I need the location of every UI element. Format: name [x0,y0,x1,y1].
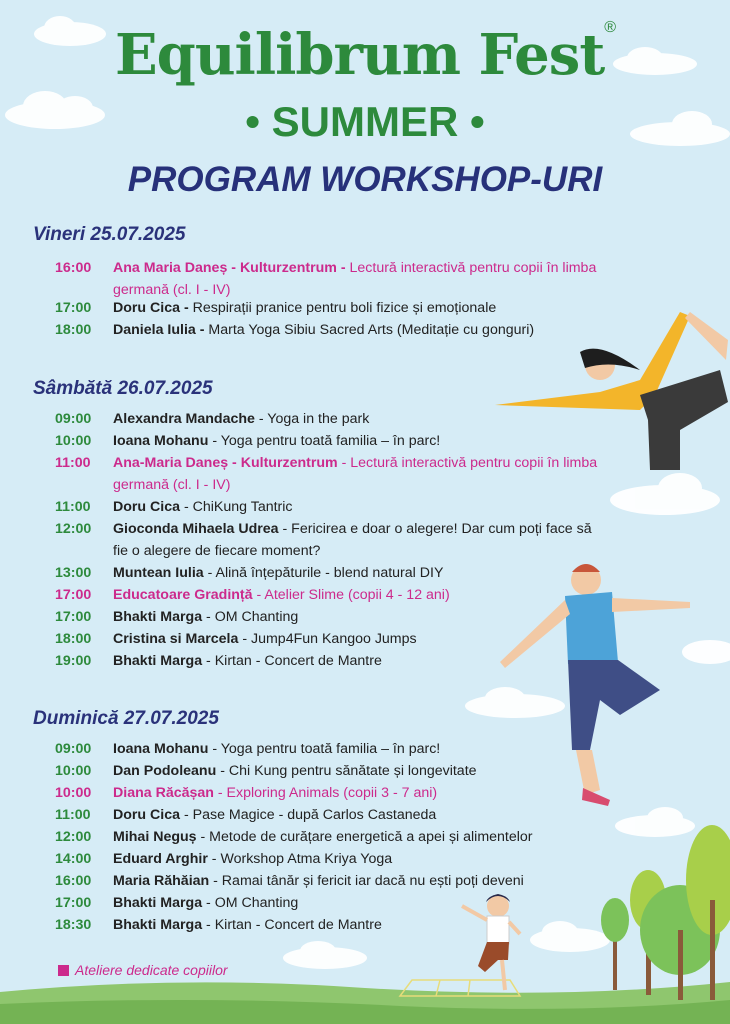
row-time: 17:00 [55,300,92,316]
row-presenter: Ioana Mohanu [113,433,209,449]
row-body [113,826,603,848]
row-description: - Ramai tânăr și fericit iar dacă nu ești poți deveni [209,873,524,889]
row-body [113,848,603,870]
grass [0,980,730,1024]
row-description: - OM Chanting [202,895,299,911]
row-presenter: Doru Cica [113,499,181,515]
row-description: - Kirtan - Concert de Mantre [202,653,382,669]
row-body [113,606,603,628]
row-body [113,452,603,496]
row-description: - Kirtan - Concert de Mantre [202,917,382,933]
row-time: 11:00 [55,499,91,515]
day-heading: Vineri 25.07.2025 [33,224,186,245]
row-presenter: Gioconda Mihaela Udrea [113,521,279,537]
row-body [113,584,603,606]
row-presenter: Doru Cica - [113,300,189,316]
row-body [113,782,603,804]
row-presenter: Bhakti Marga [113,653,203,669]
row-presenter: Ioana Mohanu [113,741,209,757]
row-presenter: Bhakti Marga [113,895,203,911]
row-time: 10:00 [55,433,92,449]
registered-mark: ® [604,19,615,37]
row-body [113,870,603,892]
row-time: 18:00 [55,631,92,647]
row-description: - Exploring Animals (copii 3 - 7 ani) [213,785,438,801]
legend-label: Ateliere dedicate copiilor [75,962,228,978]
row-body [113,430,603,452]
row-body [113,760,603,782]
row-description: - ChiKung Tantric [180,499,293,515]
row-presenter: Doru Cica [113,807,181,823]
tree-icon [601,825,730,1000]
row-presenter: Bhakti Marga [113,917,203,933]
row-description: - Yoga pentru toată familia – în parc! [208,433,441,449]
row-body [113,257,603,301]
festival-subtitle: • SUMMER • [245,98,485,145]
row-description: - Fericirea e doar o alegere! Dar cum poți face să fie o alegere de fiecare moment? [113,521,592,559]
row-time: 17:00 [55,587,92,603]
row-time: 12:00 [55,521,92,537]
row-time: 11:00 [55,807,91,823]
row-body [113,892,603,914]
row-presenter: Eduard Arghir [113,851,208,867]
row-body [113,804,603,826]
row-time: 10:00 [55,785,92,801]
row-description: - Pase Magice - după Carlos Castaneda [180,807,437,823]
row-presenter: Educatoare Gradință [113,587,253,603]
row-body [113,319,603,341]
row-time: 09:00 [55,741,92,757]
row-description: - Lectură interactivă pentru copii în limba germană (cl. I - IV) [113,455,598,493]
row-description: - Yoga in the park [254,411,370,427]
row-presenter: Cristina si Marcela [113,631,239,647]
row-description: Marta Yoga Sibiu Sacred Arts (Meditație cu gonguri) [204,322,535,338]
row-time: 16:00 [55,873,92,889]
kids-square-icon [58,965,69,976]
row-time: 18:00 [55,322,92,338]
festival-title: Equilibrum Fest® [114,19,615,88]
row-description: - Alină înțepăturile - blend natural DIY [203,565,444,581]
row-presenter: Ana-Maria Daneș - Kulturzentrum [113,455,338,471]
row-presenter: Daniela Iulia - [113,322,205,338]
row-description: - Yoga pentru toată familia – în parc! [208,741,441,757]
row-time: 14:00 [55,851,92,867]
row-description: Lectură interactivă pentru copii în limba germană (cl. I - IV) [113,260,597,298]
row-presenter: Ana Maria Daneș - Kulturzentrum - [113,260,346,276]
row-body [113,562,603,584]
row-time: 10:00 [55,763,92,779]
legend [58,962,228,978]
row-time: 17:00 [55,609,92,625]
row-presenter: Mihai Neguș [113,829,197,845]
row-time: 16:00 [55,260,92,276]
row-description: - Atelier Slime (copii 4 - 12 ani) [252,587,450,603]
day-heading: Sâmbătă 26.07.2025 [33,378,213,399]
row-description: - OM Chanting [202,609,299,625]
row-body [113,496,603,518]
row-time: 09:00 [55,411,92,427]
row-body [113,518,603,562]
row-presenter: Diana Răcășan [113,785,214,801]
row-presenter: Dan Podoleanu [113,763,217,779]
row-presenter: Maria Răhăian [113,873,210,889]
row-description: - Chi Kung pentru sănătate și longevitate [216,763,477,779]
day-heading: Duminică 27.07.2025 [33,708,219,729]
row-presenter: Bhakti Marga [113,609,203,625]
row-time: 18:30 [55,917,92,933]
row-time: 13:00 [55,565,92,581]
row-presenter: Alexandra Mandache [113,411,255,427]
row-description: - Workshop Atma Kriya Yoga [207,851,393,867]
row-body [113,738,603,760]
row-description: - Jump4Fun Kangoo Jumps [238,631,417,647]
row-description: Respirații pranice pentru boli fizice și emoționale [188,300,497,316]
row-time: 12:00 [55,829,92,845]
row-time: 17:00 [55,895,92,911]
row-body [113,408,603,430]
row-time: 11:00 [55,455,91,471]
row-description: - Metode de curățare energetică a apei și alimentelor [196,829,533,845]
row-body [113,628,603,650]
row-time: 19:00 [55,653,92,669]
program-heading: PROGRAM WORKSHOP-URI [127,160,603,199]
row-body [113,297,603,319]
row-body [113,914,603,936]
row-presenter: Muntean Iulia [113,565,204,581]
row-body [113,650,603,672]
